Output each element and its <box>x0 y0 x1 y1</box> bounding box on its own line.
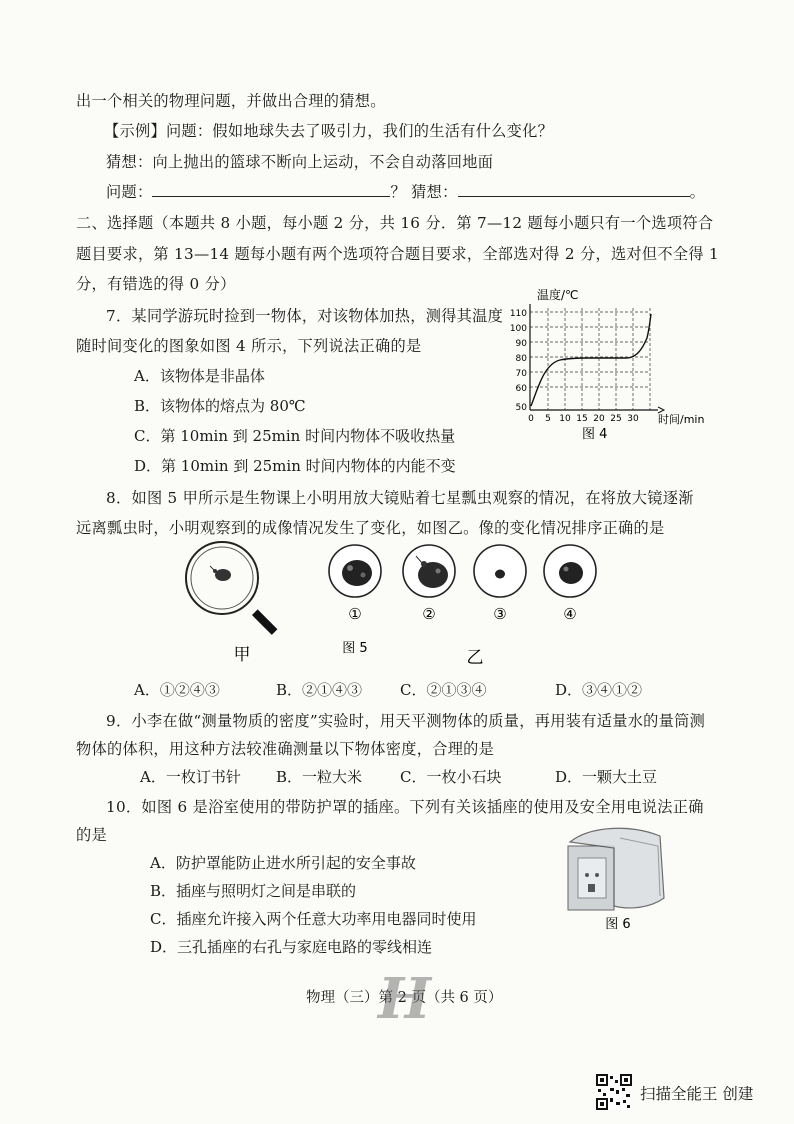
magnifier-icon <box>186 542 277 635</box>
fig4-xtick: 20 <box>593 414 605 424</box>
fig4-ytick: 110 <box>509 309 527 319</box>
fig4-ytick: 50 <box>515 403 527 413</box>
section-rule-2: 题目要求，第 13—14 题每小题有两个选项符合题目要求，全部选对得 2 分，选对但不全得 1 <box>76 245 719 263</box>
q7-option-b[interactable]: B．该物体的熔点为 80℃ <box>134 397 306 415</box>
q10-option-a[interactable]: A．防护罩能防止进水所引起的安全事故 <box>150 854 416 872</box>
fig4-ytick: 100 <box>509 324 527 334</box>
fig5-label-yi: 乙 <box>466 648 484 668</box>
fig4-xtick: 15 <box>576 414 588 424</box>
q10-option-d[interactable]: D．三孔插座的右孔与家庭电路的零线相连 <box>150 938 433 956</box>
fig4-caption: 图 4 <box>582 427 608 442</box>
question-label: 问题： <box>106 183 153 201</box>
section-heading: 二、选择题（本题共 8 小题，每小题 2 分，共 16 分．第 7—12 题每小题只有一个选项符合 <box>76 214 714 232</box>
fig4-ytick: 70 <box>515 369 527 379</box>
watermark-stamp: H <box>378 966 431 1032</box>
fig5-caption: 图 5 <box>342 641 368 656</box>
guess-line: 猜想：向上抛出的篮球不断向上运动，不会自动落回地面 <box>106 153 494 171</box>
fig5-num-3: ③ <box>493 605 507 623</box>
q9-option-b[interactable]: B．一粒大米 <box>276 768 363 786</box>
image-circle-3 <box>474 545 526 597</box>
image-circle-1 <box>329 545 381 597</box>
fig6-caption: 图 6 <box>605 917 631 932</box>
q7-option-d[interactable]: D．第 10min 到 25min 时间内物体的内能不变 <box>134 457 456 475</box>
answer-line <box>106 181 705 202</box>
figure-4-graph <box>500 280 710 450</box>
page-number: 物理（三）第 2 页（共 6 页） <box>306 990 503 1006</box>
q8-stem-2: 远离瓢虫时，小明观察到的成像情况发生了变化，如图乙。像的变化情况排序正确的是 <box>76 519 665 537</box>
q10-stem-2: 的是 <box>76 826 107 844</box>
fig4-ytick: 60 <box>515 384 527 394</box>
guess-blank[interactable] <box>458 182 690 197</box>
fig4-ytick: 90 <box>515 339 527 349</box>
fig4-xtick: 25 <box>610 414 622 424</box>
q7-stem-2: 随时间变化的图象如图 4 所示，下列说法正确的是 <box>76 337 422 355</box>
qr-code-icon <box>596 1074 632 1110</box>
figure-5 <box>180 538 610 678</box>
q9-option-a[interactable]: A．一枚订书针 <box>140 768 241 786</box>
fig4-xlabel: 时间/min <box>658 413 705 426</box>
fig4-ytick: 80 <box>515 354 527 364</box>
q10-stem: 10．如图 6 是浴室使用的带防护罩的插座。下列有关该插座的使用及安全用电说法正确 <box>106 798 704 816</box>
q8-stem: 8．如图 5 甲所示是生物课上小明用放大镜贴着七星瓢虫观察的情况，在将放大镜逐渐 <box>106 489 694 507</box>
end-mark: 。 <box>689 183 706 201</box>
question-blank[interactable] <box>152 182 390 197</box>
q9-option-c[interactable]: C．一枚小石块 <box>400 768 502 786</box>
fig4-xtick: 10 <box>559 414 571 424</box>
image-circle-4 <box>544 545 596 597</box>
fig5-num-4: ④ <box>563 605 577 623</box>
question-mark: ？ <box>390 183 406 201</box>
q7-option-c[interactable]: C．第 10min 到 25min 时间内物体不吸收热量 <box>134 427 456 445</box>
q8-option-d[interactable]: D．③④①② <box>555 681 643 699</box>
guess-label: 猜想： <box>411 183 458 201</box>
scanner-label: 扫描全能王 创建 <box>640 1085 754 1103</box>
intro-line: 出一个相关的物理问题，并做出合理的猜想。 <box>76 92 386 110</box>
figure-6-socket <box>560 818 680 938</box>
q8-option-b[interactable]: B．②①④③ <box>276 681 363 699</box>
q8-option-a[interactable]: A．①②④③ <box>134 681 220 699</box>
section-rule-3: 分，有错选的得 0 分） <box>76 275 236 293</box>
q10-option-b[interactable]: B．插座与照明灯之间是串联的 <box>150 882 357 900</box>
q9-stem-2: 物体的体积，用这种方法较准确测量以下物体密度，合理的是 <box>76 740 495 758</box>
fig4-xtick: 30 <box>627 414 639 424</box>
q9-stem: 9．小李在做“测量物质的密度”实验时，用天平测物体的质量，再用装有适量水的量筒测 <box>106 712 706 730</box>
fig5-num-2: ② <box>422 605 436 623</box>
q10-option-c[interactable]: C．插座允许接入两个任意大功率用电器同时使用 <box>150 910 477 928</box>
q9-option-d[interactable]: D．一颗大土豆 <box>555 768 658 786</box>
q7-stem: 7．某同学游玩时捡到一物体，对该物体加热，测得其温度 <box>106 307 504 325</box>
image-circle-2 <box>403 545 455 597</box>
fig4-ylabel: 温度/℃ <box>537 288 579 302</box>
fig4-xtick: 5 <box>545 414 551 424</box>
q7-option-a[interactable]: A．该物体是非晶体 <box>134 367 265 385</box>
fig4-xtick: 0 <box>528 414 534 424</box>
fig5-label-jia: 甲 <box>233 645 251 665</box>
q8-option-c[interactable]: C．②①③④ <box>400 681 487 699</box>
fig5-num-1: ① <box>348 605 362 623</box>
example-line: 【示例】问题：假如地球失去了吸引力，我们的生活有什么变化？ <box>104 122 554 140</box>
